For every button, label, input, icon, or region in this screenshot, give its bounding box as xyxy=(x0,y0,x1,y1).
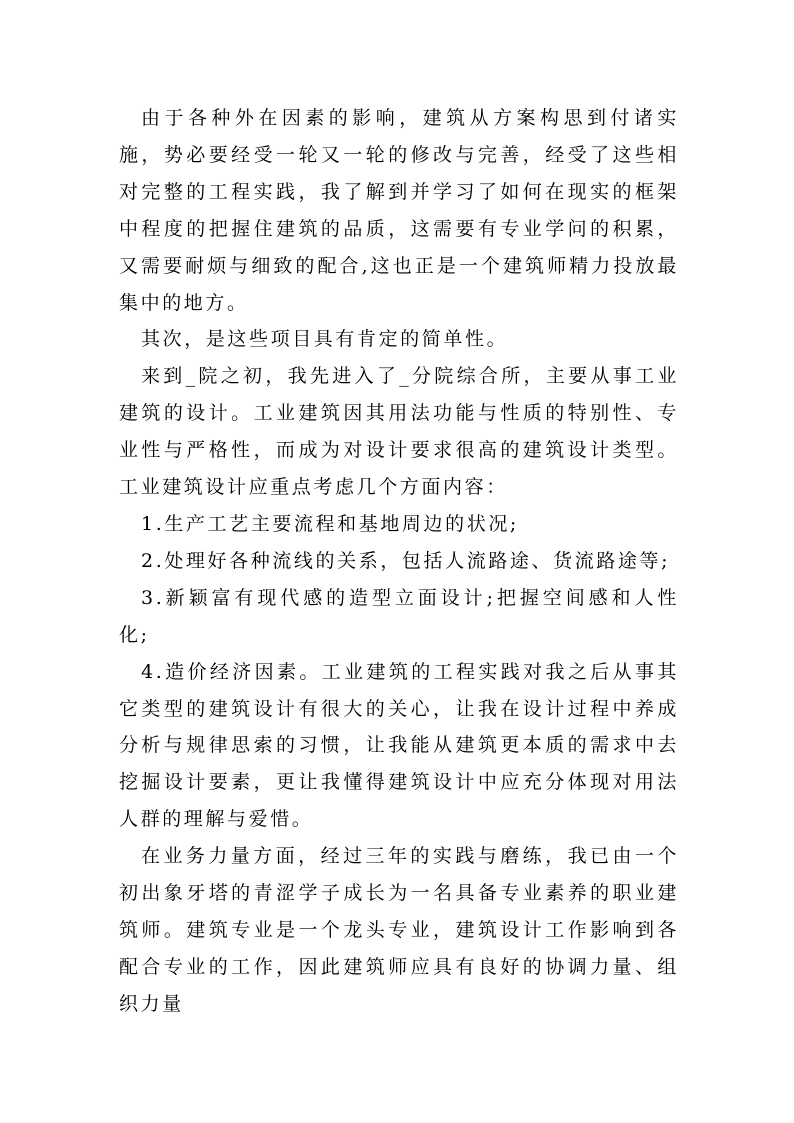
paragraph-3: 来到_院之初，我先进入了_分院综合所，主要从事工业建筑的设计。工业建筑因其用法功能与性质的特别性、专业性与严格性，而成为对设计要求很高的建筑设计类型。工业建筑设计应重点考虑几个方面内容： xyxy=(119,365,679,499)
list-item-3: 3.新颖富有现代感的造型立面设计;把握空间感和人性化; xyxy=(119,586,679,646)
list-item-1: 1.生产工艺主要流程和基地周边的状况; xyxy=(141,512,519,535)
list-item-2: 2.处理好各种流线的关系，包括人流路途、货流路途等; xyxy=(141,549,671,572)
list-item-4: 4.造价经济因素。工业建筑的工程实践对我之后从事其它类型的建筑设计有很大的关心，让我在设计过程中养成分析与规律思索的习惯，让我能从建筑更本质的需求中去挖掘设计要素，更让我懂得建筑设计中应充分体现对用法人群的理解与爱惜。 xyxy=(119,660,679,831)
paragraph-2: 其次，是这些项目具有肯定的简单性。 xyxy=(141,328,509,351)
document-body xyxy=(119,100,679,1023)
paragraph-4: 在业务力量方面，经过三年的实践与磨练，我已由一个初出象牙塔的青涩学子成长为一名具备专业素养的职业建筑师。建筑专业是一个龙头专业，建筑设计工作影响到各配合专业的工作，因此建筑师应具有良好的协调力量、组织力量 xyxy=(119,845,679,1015)
paragraph-1: 由于各种外在因素的影响，建筑从方案构思到付诸实施，势必要经受一轮又一轮的修改与完善，经受了这些相对完整的工程实践，我了解到并学习了如何在现实的框架中程度的把握住建筑的品质，这需要有专业学问的积累，又需要耐烦与细致的配合,这也正是一个建筑师精力投放最集中的地方。 xyxy=(119,107,679,314)
